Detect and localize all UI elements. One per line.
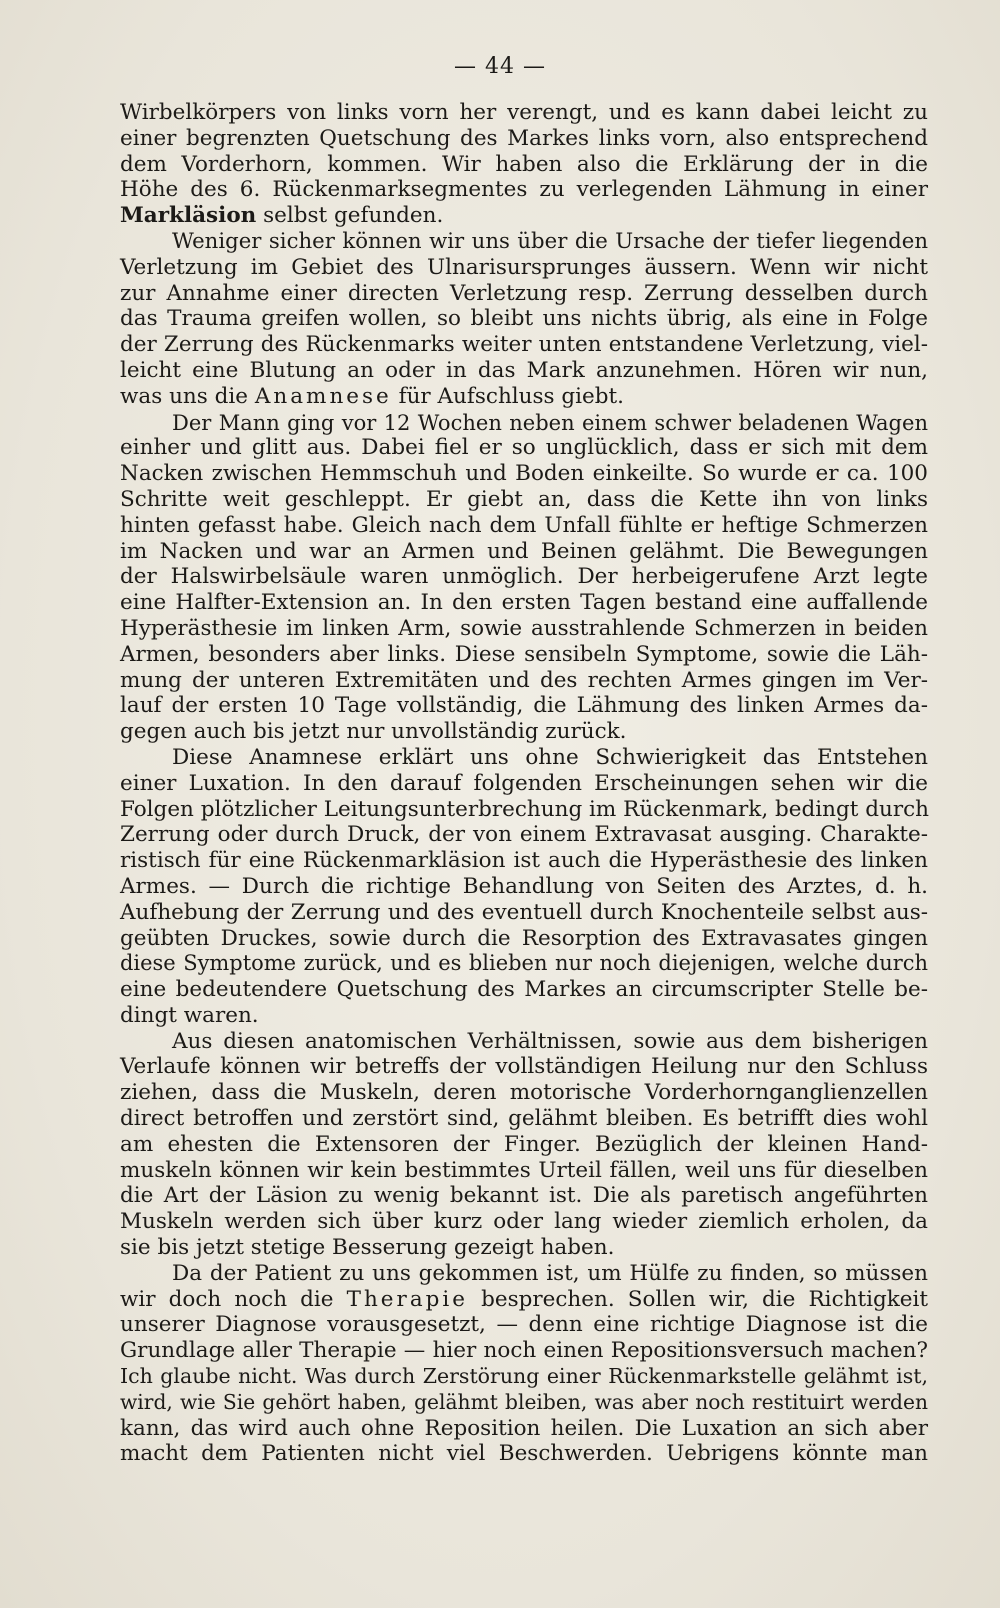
line-text: Weniger sicher können wir uns über die Ursache der tiefer liegenden [172, 228, 928, 254]
line-text: macht dem Patienten nicht viel Beschwerden. Uebrigens könnte man [120, 1441, 928, 1467]
line-text: Schritte weit geschleppt. Er giebt an, dass die Kette ihn von links [120, 486, 928, 512]
text-line [120, 1080, 928, 1106]
line-text: das Trauma greifen wollen, so bleibt uns nichts übrig, als eine in Folge [120, 306, 928, 332]
text-line [120, 668, 928, 694]
line-text: Diese Anamnese erklärt uns ohne Schwierigkeit das Entstehen [172, 744, 928, 770]
text-line [120, 1029, 928, 1055]
line-text: besprechen. Sollen wir, die Richtigkeit [468, 1286, 928, 1312]
text-line [120, 281, 928, 307]
text-line [120, 1183, 928, 1209]
text-line [120, 745, 928, 771]
line-text: die Art der Läsion zu wenig bekannt ist. Die als paretisch angeführten [120, 1183, 928, 1209]
text-line [120, 900, 928, 926]
text-line [120, 384, 928, 410]
text-line [120, 1261, 928, 1287]
line-text: Aus diesen anatomischen Verhältnissen, sowie aus dem bisherigen [172, 1028, 928, 1054]
line-text: am ehesten die Extensoren der Finger. Bezüglich der kleinen Hand- [120, 1131, 928, 1157]
line-text: mung der unteren Extremitäten und des rechten Armes gingen im Ver- [120, 667, 928, 693]
text-line [120, 1364, 928, 1390]
text-line [120, 1158, 928, 1184]
line-text: eine bedeutendere Quetschung des Markes an circumscripter Stelle be- [120, 977, 928, 1003]
line-text: Armen, besonders aber links. Diese sensibeln Symptome, sowie die Läh- [120, 641, 928, 667]
text-line [120, 1287, 928, 1313]
line-text: muskeln können wir kein bestimmtes Urteil fällen, weil uns für dieselben [120, 1157, 928, 1183]
line-text: einer Luxation. In den darauf folgenden Erscheinungen sehen wir die [120, 770, 928, 796]
text-line [120, 152, 928, 178]
line-text: Nacken zwischen Hemmschuh und Boden einkeilte. So wurde er ca. 100 [120, 461, 928, 487]
text-line [120, 719, 928, 745]
line-text: Höhe des 6. Rückenmarksegmentes zu verlegenden Lähmung in einer [120, 177, 928, 203]
text-line [120, 822, 928, 848]
text-line [120, 1390, 928, 1416]
line-text: Da der Patient zu uns gekommen ist, um Hülfe zu finden, so müssen [172, 1260, 928, 1286]
line-text: direct betroffen und zerstört sind, gelähmt bleiben. Es betrifft dies wohl [120, 1106, 928, 1132]
line-text: gegen auch bis jetzt nur unvollständig zurück. [120, 719, 627, 745]
line-text: Hyperästhesie im linken Arm, sowie ausstrahlende Schmerzen in beiden [120, 615, 928, 641]
line-text: einher und glitt aus. Dabei fiel er so unglücklich, dass er sich mit dem [120, 435, 928, 461]
line-text: unserer Diagnose vorausgesetzt, — denn eine richtige Diagnose ist die [120, 1312, 928, 1338]
line-text: ziehen, dass die Muskeln, deren motorische Vorderhornganglienzellen [120, 1080, 928, 1106]
line-text: zur Annahme einer directen Verletzung resp. Zerrung desselben durch [120, 280, 928, 306]
text-line [120, 1235, 928, 1261]
text-line [120, 771, 928, 797]
text-line [120, 642, 928, 668]
text-line [120, 513, 928, 539]
line-text: ristisch für eine Rückenmarkläsion ist auch die Hyperästhesie des linken [120, 848, 928, 874]
text-line [120, 487, 928, 513]
text-line [120, 874, 928, 900]
text-line [120, 332, 928, 358]
text-line [120, 539, 928, 565]
line-text: eine Halfter-Extension an. In den ersten Tagen bestand eine auffallende [120, 590, 928, 616]
text-line [120, 435, 928, 461]
text-line [120, 616, 928, 642]
text-line [120, 306, 928, 332]
line-text: für Aufschluss giebt. [391, 383, 625, 409]
text-line [120, 177, 928, 203]
text-line [120, 461, 928, 487]
line-text: was uns die [120, 383, 255, 409]
line-text: dingt waren. [120, 1002, 259, 1028]
line-text: kann, das wird auch ohne Reposition heilen. Die Luxation an sich aber [120, 1415, 928, 1441]
text-line [120, 797, 928, 823]
text-line [120, 410, 928, 436]
text-line [120, 126, 928, 152]
line-text: Aufhebung der Zerrung und des eventuell durch Knochenteile selbst aus- [120, 899, 928, 925]
text-line [120, 693, 928, 719]
line-text: Wirbelkörpers von links vorn her verengt, und es kann dabei leicht zu [120, 100, 928, 125]
line-text: diese Symptome zurück, und es blieben nur noch diejenigen, welche durch [120, 951, 928, 976]
text-line [120, 951, 928, 977]
text-line [120, 848, 928, 874]
line-text: der Halswirbelsäule waren unmöglich. Der herbeigerufene Arzt legte [120, 564, 928, 590]
text-line [120, 1338, 928, 1364]
text-line [120, 203, 928, 229]
body-text [120, 100, 928, 1467]
text-line [120, 1106, 928, 1132]
spaced-term: Therapie [346, 1286, 468, 1312]
spaced-term: Anamnese [254, 383, 392, 409]
text-line [120, 255, 928, 281]
line-text: lauf der ersten 10 Tage vollständig, die Lähmung des linken Armes da- [120, 693, 928, 719]
text-line [120, 1054, 928, 1080]
line-text: dem Vorderhorn, kommen. Wir haben also die Erklärung der in die [120, 151, 928, 177]
text-line [120, 564, 928, 590]
line-text: leicht eine Blutung an oder in das Mark anzunehmen. Hören wir nun, [120, 357, 928, 383]
text-line [120, 358, 928, 384]
text-line [120, 926, 928, 952]
line-text: Grundlage aller Therapie — hier noch einen Repositionsversuch machen? [120, 1338, 928, 1364]
line-text: Muskeln werden sich über kurz oder lang wieder ziemlich erholen, da [120, 1209, 928, 1235]
text-line [120, 229, 928, 255]
emphasized-term: Markläsion [120, 203, 257, 229]
line-text: Zerrung oder durch Druck, der von einem Extravasat ausging. Charakte- [120, 822, 928, 848]
line-text: sie bis jetzt stetige Besserung gezeigt haben. [120, 1235, 615, 1261]
line-text: der Zerrung des Rückenmarks weiter unten entstandene Verletzung, viel- [120, 332, 928, 358]
line-text: Ich glaube nicht. Was durch Zerstörung einer Rückenmarkstelle gelähmt ist, [120, 1364, 928, 1389]
line-text: geübten Druckes, sowie durch die Resorption des Extravasates gingen [120, 925, 928, 951]
line-text: hinten gefasst habe. Gleich nach dem Unfall fühlte er heftige Schmerzen [120, 512, 928, 538]
text-line [120, 977, 928, 1003]
line-text: wird, wie Sie gehört haben, gelähmt bleiben, was aber noch restituirt werden [120, 1389, 928, 1414]
line-text: Der Mann ging vor 12 Wochen neben einem schwer beladenen Wagen [172, 409, 928, 435]
text-line [120, 1003, 928, 1029]
text-line [120, 100, 928, 126]
line-text: Verletzung im Gebiet des Ulnarisursprunges äussern. Wenn wir nicht [120, 254, 928, 280]
line-text: Verlaufe können wir betreffs der vollständigen Heilung nur den Schluss [120, 1054, 928, 1080]
text-line [120, 1209, 928, 1235]
text-line [120, 1441, 928, 1467]
text-line [120, 1132, 928, 1158]
line-text: Folgen plötzlicher Leitungsunterbrechung im Rückenmark, bedingt durch [120, 796, 929, 822]
line-text: wir doch noch die [120, 1286, 347, 1312]
line-text: Armes. — Durch die richtige Behandlung von Seiten des Arztes, d. h. [120, 873, 928, 899]
line-text: im Nacken und war an Armen und Beinen gelähmt. Die Bewegungen [120, 538, 928, 564]
text-line [120, 1312, 928, 1338]
text-line [120, 1416, 928, 1442]
line-text: selbst gefunden. [256, 203, 444, 229]
page-number: — 44 — [454, 54, 546, 79]
text-line [120, 590, 928, 616]
line-text: einer begrenzten Quetschung des Markes links vorn, also entsprechend [120, 125, 928, 151]
